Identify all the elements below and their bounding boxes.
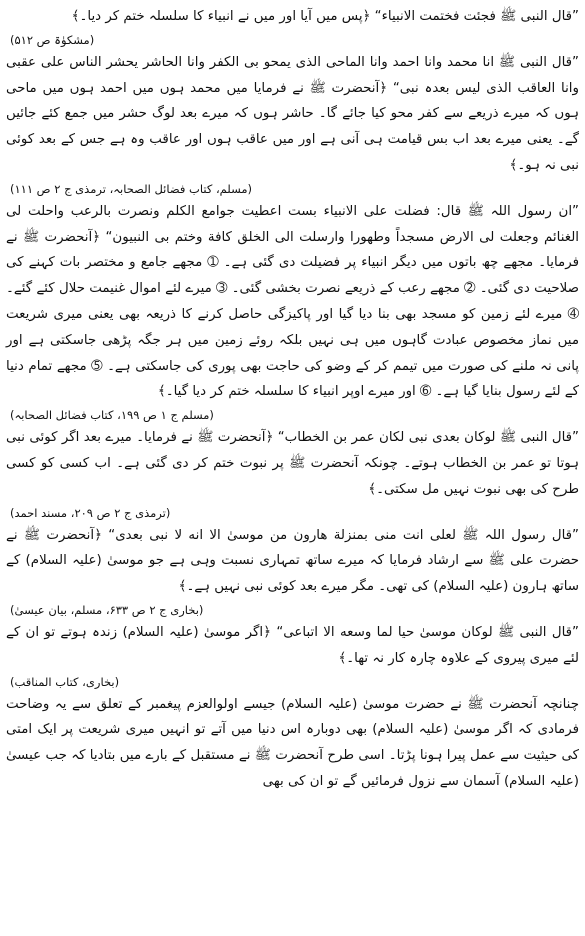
hadith-text: ”قال رسول اللہ ﷺ لعلی انت منی بمنزلة هارون من موسیٰ الا انه لا نبی بعدی“ ﴿آنحضرت ﷺ نے حضرت علی ﷺ سے ارشاد فرمایا کہ میرے ساتھ تمہاری نسبت وہی ہے جو موسیٰ (علیہ السلام) کے ساتھ ہارون (علیہ السلام) کی تھی۔ مگر میرے بعد کوئی نبی نہیں ہے۔﴾ bbox=[6, 527, 579, 595]
reference-citation: (بخاری، کتاب المناقب) bbox=[10, 674, 120, 689]
hadith-block-2 bbox=[6, 50, 579, 199]
commentary-paragraph bbox=[6, 692, 579, 795]
hadith-text: ”قال النبی ﷺ فجئت فختمت الانبیاء“ ﴿پس میں آیا اور میں نے انبیاء کا سلسلہ ختم کر دیا۔﴾ bbox=[71, 9, 579, 24]
hadith-block-5 bbox=[6, 523, 579, 620]
hadith-block-1 bbox=[6, 4, 579, 50]
reference-citation: (مسلم، کتاب فضائل الصحابہ، ترمذی ج ۲ ص ۱۱۱) bbox=[10, 181, 253, 196]
hadith-text: ”قال النبی ﷺ انا محمد وانا احمد وانا الماحی الذی یمحو بی الکفر وانا الحاشر یحشر الناس علی عقبی وانا العاقب الذی لیس بعدہ نبی“ ﴿آنحضرت ﷺ نے فرمایا میں محمد ہوں میں احمد ہوں میں ماحی ہوں کہ میرے ذریعے سے کفر محو کیا جائے گا۔ حاشر ہوں کہ میرے بعد لوگ حشر میں جمع کئے جائیں گے۔ یعنی میرے بعد اب بس قیامت ہی آنی ہے اور میں عاقب ہوں اور عاقب وہ ہے جس کے بعد کوئی نبی نہ ہو۔﴾ bbox=[6, 54, 579, 173]
reference-citation: (بخاری ج ۲ ص ۶۳۳، مسلم، بیان عیسیٰ) bbox=[10, 602, 204, 617]
hadith-block-6 bbox=[6, 620, 579, 692]
reference-citation: (مشکوٰۃ ص ۵۱۲) bbox=[10, 32, 95, 47]
reference-citation: (ترمذی ج ۲ ص ۲۰۹، مسند احمد) bbox=[10, 505, 171, 520]
commentary-text: چنانچہ آنحضرت ﷺ نے حضرت موسیٰ (علیہ السلام) جیسے اولوالعزم پیغمبر کے تعلق سے یہ وضاحت فرمادی کہ اگر موسیٰ (علیہ السلام) بھی دوبارہ اس دنیا میں آتے تو انہیں میری شریعت پر ایک امتی کی حیثیت سے عمل پیرا ہونا پڑتا۔ اسی طرح آنحضرت ﷺ نے مستقبل کے بارے میں بتادیا کہ جب عیسیٰ (علیہ السلام) آسمان سے نزول فرمائیں گے تو ان کی بھی bbox=[6, 696, 579, 789]
reference-citation: (مسلم ج ۱ ص ۱۹۹، کتاب فضائل الصحابہ) bbox=[10, 408, 214, 423]
hadith-block-4 bbox=[6, 425, 579, 522]
hadith-block-3 bbox=[6, 199, 579, 425]
hadith-text: ”ان رسول اللہ ﷺ قال: فضلت علی الانبیاء بست اعطیت جوامع الکلم ونصرت بالرعب واحلت لی الغنائم وجعلت لی الارض مسجداً وطهورا وارسلت الی الخلق کافة وختم بی النبیون“ ﴿آنحضرت ﷺ نے فرمایا۔ مجھے چھ باتوں میں دیگر انبیاء پر فضیلت دی گئی ہے۔ ➀ مجھے جامع و مختصر بات کہنے کی صلاحیت دی گئی۔ ➁ مجھے رعب کے ذریعے نصرت بخشی گئی۔ ➂ میرے لئے اموال غنیمت حلال کئے گئے۔ ➃ میرے لئے زمین کو مسجد بھی بنا دیا گیا اور پاکیزگی حاصل کرنے کا ذریعہ بھی یعنی میری شریعت میں نماز مخصوص عبادت گاہوں میں ہی نہیں بلکہ روئے زمین میں ہر جگہ پڑھی جاسکتی ہے اور پانی نہ ملنے کی صورت میں تیمم کر کے وضو کی حاجت بھی پوری کی جاسکتی ہے۔ ➄ مجھے تمام دنیا کے لئے رسول بنایا گیا ہے۔ ➅ اور میرے اوپر انبیاء کا سلسلہ ختم کر دیا گیا۔﴾ bbox=[6, 203, 579, 400]
hadith-text: ”قال النبی ﷺ لوکان موسیٰ حیا لما وسعه الا اتباعی“ ﴿اگر موسیٰ (علیہ السلام) زندہ ہوتے تو ان کے لئے میری پیروی کے علاوہ چارہ کار نہ تھا۔﴾ bbox=[6, 624, 579, 666]
hadith-text: ”قال النبی ﷺ لوکان بعدی نبی لکان عمر بن الخطاب“ ﴿آنحضرت ﷺ نے فرمایا۔ میرے بعد اگر کوئی نبی ہوتا تو عمر بن الخطاب ہوتے۔ چونکہ آنحضرت ﷺ پر نبوت ختم کر دی گئی ہے۔ اب کسی کو کسی طرح کی بھی نبوت نہیں مل سکتی۔﴾ bbox=[6, 430, 579, 497]
